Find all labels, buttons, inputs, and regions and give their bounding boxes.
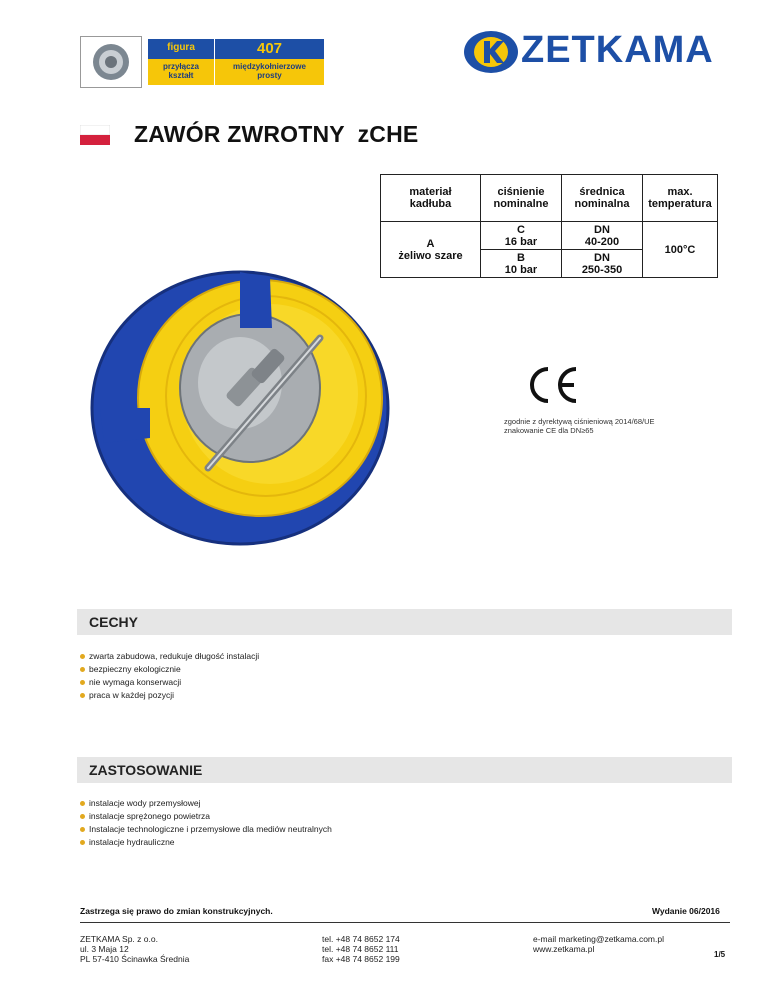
connection-value: międzykołnierzowe prosty <box>233 62 306 80</box>
diameter-cell: DN 40-200 <box>562 222 643 250</box>
product-image <box>90 258 490 558</box>
connection-label: przyłącza kształt <box>162 62 200 80</box>
product-thumbnail <box>80 36 142 88</box>
material-cell: A żeliwo szare <box>381 222 481 278</box>
company-address: ZETKAMA Sp. z o.o. ul. 3 Maja 12 PL 57-410 Ścinawka Średnia <box>80 934 190 964</box>
footer-divider <box>80 922 730 923</box>
list-item: bezpieczny ekologicznie <box>80 663 259 676</box>
features-section-bar <box>77 609 732 635</box>
figura-label: figura <box>167 42 195 53</box>
figura-number: 407 <box>256 40 283 57</box>
bullet-icon <box>80 827 85 832</box>
figure-badge <box>148 39 324 85</box>
diameter-cell: DN 250-350 <box>562 250 643 278</box>
bullet-icon <box>80 801 85 806</box>
header-temperature: max. temperatura <box>643 175 718 222</box>
list-item: praca w każdej pozycji <box>80 689 259 702</box>
bullet-icon <box>80 840 85 845</box>
ce-note-line: znakowanie CE dla DN≥65 <box>504 426 594 435</box>
bullet-icon <box>80 814 85 819</box>
page-number: 1/5 <box>714 950 726 959</box>
header-diameter: średnica nominalna <box>562 175 643 222</box>
bullet-icon <box>80 654 85 659</box>
applications-list <box>80 797 332 849</box>
pressure-cell: C 16 bar <box>481 222 562 250</box>
ce-note-line: zgodnie z dyrektywą ciśnieniową 2014/68/UE <box>504 417 655 426</box>
pressure-cell: B 10 bar <box>481 250 562 278</box>
list-item: instalacje wody przemysłowej <box>80 797 332 810</box>
list-item: instalacje hydrauliczne <box>80 836 332 849</box>
ce-note <box>504 417 655 435</box>
ce-mark-icon <box>521 363 581 407</box>
features-list <box>80 650 259 702</box>
company-phones: tel. +48 74 8652 174 tel. +48 74 8652 111 fax +48 74 8652 199 <box>322 934 400 964</box>
list-item: instalacje sprężonego powietrza <box>80 810 332 823</box>
temperature-cell: 100°C <box>643 222 718 278</box>
bullet-icon <box>80 693 85 698</box>
features-title: CECHY <box>89 614 139 630</box>
page-title: ZAWÓR ZWROTNY zCHE <box>134 121 419 147</box>
header-material: materiał kadłuba <box>381 175 481 222</box>
edition-label: Wydanie 06/2016 <box>652 906 720 916</box>
bullet-icon <box>80 667 85 672</box>
bullet-icon <box>80 680 85 685</box>
company-contact: e-mail marketing@zetkama.com.pl www.zetkama.pl <box>533 934 664 954</box>
list-item: Instalacje technologiczne i przemysłowe dla mediów neutralnych <box>80 823 332 836</box>
polish-flag-icon <box>80 125 110 145</box>
list-item: nie wymaga konserwacji <box>80 676 259 689</box>
applications-title: ZASTOSOWANIE <box>89 762 203 778</box>
header-pressure: ciśnienie nominalne <box>481 175 562 222</box>
footer-note: Zastrzega się prawo do zmian konstrukcyjnych. <box>80 906 273 916</box>
list-item: zwarta zabudowa, redukuje długość instalacji <box>80 650 259 663</box>
brand-name: ZETKAMA <box>521 29 714 71</box>
